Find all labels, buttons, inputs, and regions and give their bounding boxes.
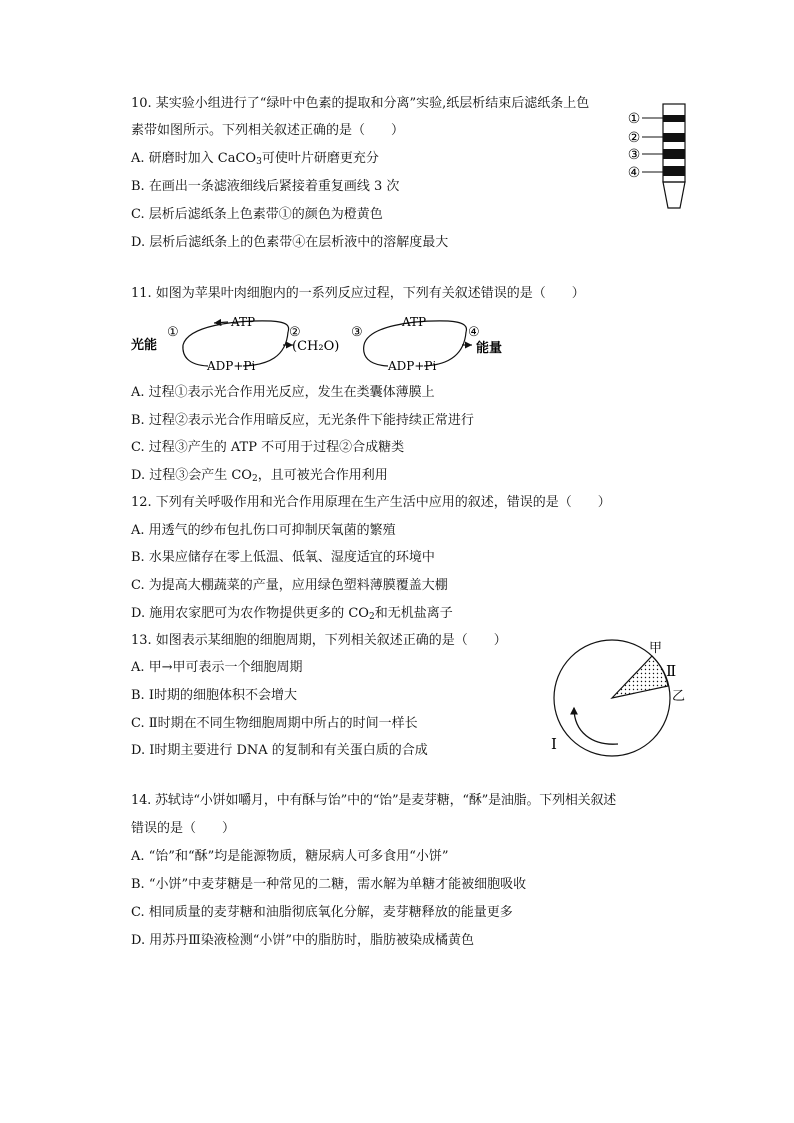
q11-option-a: A. 过程①表示光合作用光反应，发生在类囊体薄膜上: [131, 385, 435, 400]
q10-option-c: C. 层析后滤纸条上色素带①的颜色为橙黄色: [131, 207, 383, 222]
q13-cell-cycle-figure: [548, 636, 698, 764]
label-yi: 乙: [672, 689, 686, 704]
phase-ii-sector: [612, 656, 668, 698]
q14-option-d: D. 用苏丹Ⅲ染液检测“小饼”中的脂肪时，脂肪被染成橘黄色: [131, 933, 475, 948]
label-phase-i: Ⅰ: [551, 735, 557, 753]
q12-option-c: C. 为提高大棚蔬菜的产量，应用绿色塑料薄膜覆盖大棚: [131, 578, 448, 593]
q12-option-d: D. 施用农家肥可为农作物提供更多的 $CO_2$和无机盐离子: [131, 606, 453, 622]
q10-option-a: A. 研磨时加入 CaCO$_3$可使叶片研磨更充分: [131, 151, 379, 167]
q14-stem-line1: 14. 苏轼诗“小饼如嚼月，中有酥与饴”中的“饴”是麦芽糖，“酥”是油脂。下列相关叙述: [131, 793, 617, 808]
strip-tip: [663, 182, 685, 208]
q10-option-d: D. 层析后滤纸条上的色素带④在层析液中的溶解度最大: [131, 235, 449, 250]
q14-option-a: A. “饴”和“酥”均是能源物质，糖尿病人可多食用“小饼”: [131, 849, 449, 864]
band-label-1: ①: [627, 111, 641, 127]
q13-option-d: D. Ⅰ时期主要进行 DNA 的复制和有关蛋白质的合成: [131, 743, 428, 758]
q13-option-c: C. Ⅱ时期在不同生物细胞周期中所占的时间一样长: [131, 716, 418, 731]
band-label-2: ②: [627, 130, 641, 146]
q11-stem: 11. 如图为苹果叶肉细胞内的一系列反应过程，下列有关叙述错误的是（ ）: [131, 286, 585, 301]
energy-label: 能量: [476, 341, 503, 356]
band-label-4: ④: [627, 165, 641, 181]
q10-stem-line2: 素带如图所示。下列相关叙述正确的是（ ）: [131, 123, 405, 138]
pigment-band-3: [663, 149, 685, 159]
adp-label-1: ADP+Pi: [207, 359, 256, 373]
step-4-label: ④: [468, 325, 480, 340]
q13-stem: 13. 如图表示某细胞的细胞周期，下列相关叙述正确的是（ ）: [131, 633, 507, 648]
q13-option-b: B. Ⅰ时期的细胞体积不会增大: [131, 688, 297, 703]
q11-reaction-diagram: [128, 312, 528, 376]
band-label-3: ③: [627, 147, 641, 163]
pigment-band-1: [663, 115, 685, 122]
step-3-label: ③: [351, 325, 363, 340]
step-1-label: ①: [167, 325, 179, 340]
label-jia: 甲: [649, 641, 663, 656]
cycle2-left-arc: [364, 345, 388, 366]
cycle-direction-arrow: [574, 708, 618, 744]
q12-option-b: B. 水果应储存在零上低温、低氧、湿度适宜的环境中: [131, 550, 435, 565]
atp-label-1: ATP: [231, 315, 256, 329]
q14-option-b: B. “小饼”中麦芽糖是一种常见的二糖，需水解为单糖才能被细胞吸收: [131, 877, 527, 892]
label-phase-ii: Ⅱ: [666, 662, 677, 680]
q12-option-a: A. 用透气的纱布包扎伤口可抑制厌氧菌的繁殖: [131, 523, 396, 538]
adp-label-2: ADP+Pi: [388, 359, 437, 373]
q11-option-c: C. 过程③产生的 ATP 不可用于过程②合成糖类: [131, 440, 405, 455]
pigment-band-2: [663, 133, 685, 142]
light-energy-label: 光能: [131, 338, 158, 353]
q11-option-b: B. 过程②表示光合作用暗反应，无光条件下能持续正常进行: [131, 413, 474, 428]
q14-stem-line2: 错误的是（ ）: [131, 821, 236, 836]
q12-stem: 12. 下列有关呼吸作用和光合作用原理在生产生活中应用的叙述，错误的是（ ）: [131, 495, 611, 510]
q10-stem-line1: 10. 某实验小组进行了“绿叶中色素的提取和分离”实验,纸层析结束后滤纸条上色: [131, 96, 590, 111]
q10-option-b: B. 在画出一条滤液细线后紧接着重复画线 3 次: [131, 179, 400, 194]
pigment-band-4: [663, 166, 685, 176]
step-2-label: ②: [289, 325, 301, 340]
q13-option-a: A. 甲→甲可表示一个细胞周期: [131, 660, 303, 675]
cycle1-left-arc: [183, 345, 208, 366]
ch2o-label: (CH₂O): [292, 339, 340, 354]
q14-option-c: C. 相同质量的麦芽糖和油脂彻底氧化分解，麦芽糖释放的能量更多: [131, 905, 513, 920]
q10-chromatography-figure: [626, 102, 690, 214]
atp-label-2: ATP: [402, 315, 427, 329]
q11-option-d: D. 过程③会产生 $CO_2$，且可被光合作用利用: [131, 468, 388, 484]
